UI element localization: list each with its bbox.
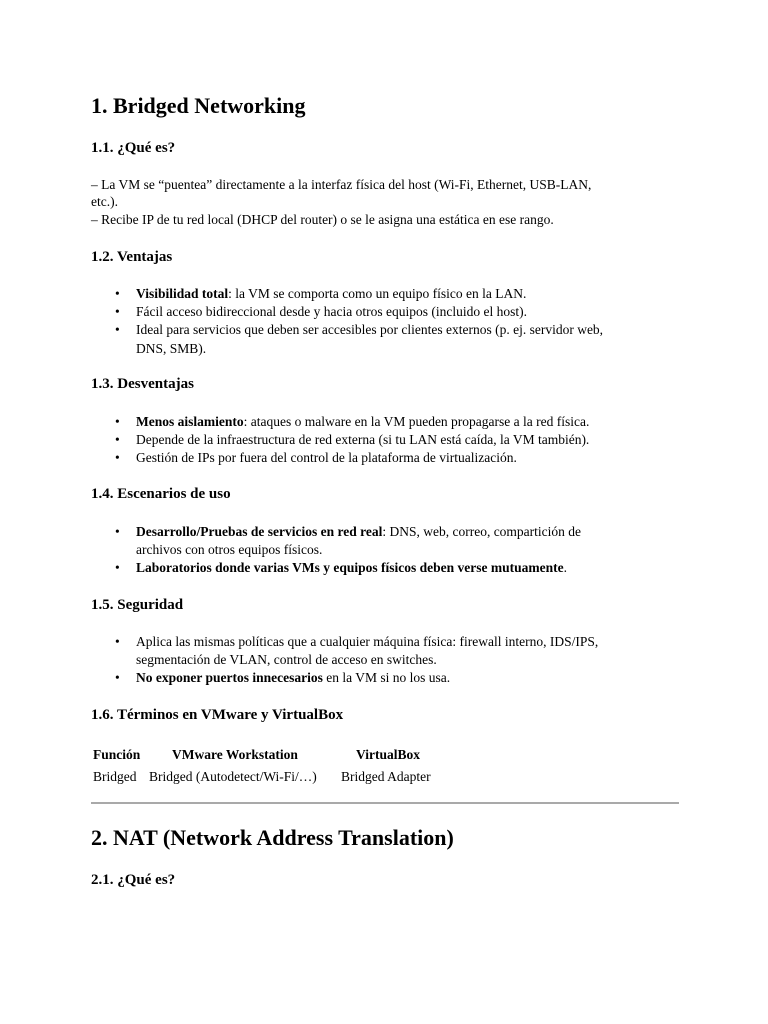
bullet-icon: • [115, 414, 120, 429]
paragraph-line: – Recibe IP de tu red local (DHCP del router) o se le asigna una estática en ese rango. [91, 212, 554, 227]
bullet-icon: • [115, 560, 120, 575]
list-item-text: . [563, 560, 568, 575]
list-item-bold: No exponer puertos innecesarios [136, 670, 323, 685]
list-item-continuation: DNS, SMB). [136, 341, 207, 356]
table-header-vmware: VMware Workstation [172, 747, 298, 762]
section-2-title: 2. NAT (Network Address Translation) [91, 825, 454, 850]
table-cell: Bridged [93, 769, 137, 784]
paragraph-line: etc.). [91, 194, 118, 209]
list-item-text: : DNS, web, correo, compartición de [382, 524, 582, 539]
bullet-icon: • [115, 322, 120, 337]
bullet-icon: • [115, 670, 120, 685]
bullet-icon: • [115, 432, 120, 447]
list-item: Gestión de IPs por fuera del control de la plataforma de virtualización. [136, 450, 517, 465]
list-item-bold: Menos aislamiento [136, 414, 244, 429]
table-header-funcion: Función [93, 747, 141, 762]
list-item [136, 524, 581, 540]
list-item: Ideal para servicios que deben ser accesibles por clientes externos (p. ej. servidor web, [136, 322, 604, 337]
bullet-icon: • [115, 286, 120, 301]
list-item [136, 670, 450, 686]
section-1-title: 1. Bridged Networking [91, 93, 306, 118]
list-item-text: : ataques o malware en la VM pueden propagarse a la red física. [243, 414, 590, 429]
table-cell: Bridged (Autodetect/Wi-Fi/…) [149, 769, 317, 784]
horizontal-divider [91, 802, 679, 804]
subsection-1-6-title: 1.6. Términos en VMware y VirtualBox [91, 707, 344, 723]
table-cell: Bridged Adapter [341, 769, 431, 784]
bullet-icon: • [115, 450, 120, 465]
bullet-icon: • [115, 304, 120, 319]
subsection-1-1-title: 1.1. ¿Qué es? [91, 140, 176, 156]
list-item [136, 286, 526, 302]
bullet-icon: • [115, 634, 120, 649]
list-item: Fácil acceso bidireccional desde y hacia otros equipos (incluido el host). [136, 304, 527, 319]
list-item-text: : la VM se comporta como un equipo físico en la LAN. [228, 286, 527, 301]
subsection-1-2-title: 1.2. Ventajas [91, 249, 173, 265]
list-item: Aplica las mismas políticas que a cualquier máquina física: firewall interno, IDS/IPS, [136, 634, 599, 649]
list-item-bold: Laboratorios donde varias VMs y equipos físicos deben verse mutuamente [136, 560, 564, 575]
list-item-text: en la VM si no los usa. [322, 670, 451, 685]
paragraph-line: – La VM se “puentea” directamente a la interfaz física del host (Wi-Fi, Ethernet, USB-LAN, [91, 177, 592, 192]
list-item-bold: Desarrollo/Pruebas de servicios en red real [136, 524, 383, 539]
subsection-1-4-title: 1.4. Escenarios de uso [91, 486, 231, 502]
list-item-bold: Visibilidad total [136, 286, 229, 301]
subsection-2-1-title: 2.1. ¿Qué es? [91, 872, 176, 888]
table-header-virtualbox: VirtualBox [356, 747, 420, 762]
list-item-continuation: segmentación de VLAN, control de acceso en switches. [136, 652, 437, 667]
list-item: Depende de la infraestructura de red externa (si tu LAN está caída, la VM también). [136, 432, 590, 447]
bullet-icon: • [115, 524, 120, 539]
list-item [136, 560, 567, 576]
list-item-continuation: archivos con otros equipos físicos. [136, 542, 323, 557]
subsection-1-5-title: 1.5. Seguridad [91, 597, 184, 613]
list-item [136, 414, 589, 430]
subsection-1-3-title: 1.3. Desventajas [91, 376, 194, 392]
